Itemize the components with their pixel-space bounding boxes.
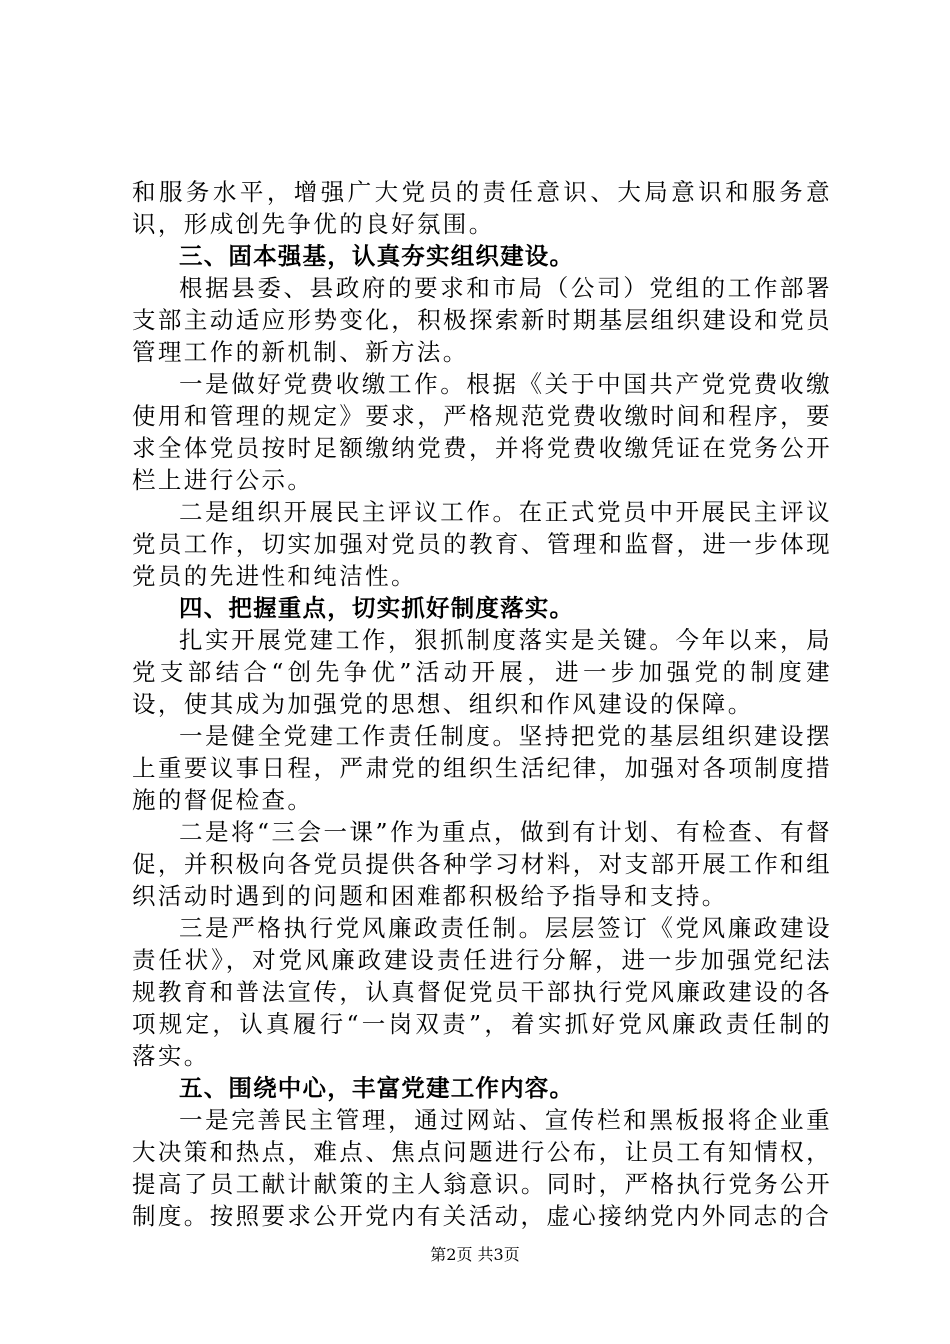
paragraph: 二是将“三会一课”作为重点，做到有计划、有检查、有督促，并积极向各党员提供各种学习材料，对支部开展工作和组织活动时遇到的问题和困难都积极给予指导和支持。 xyxy=(132,818,832,910)
paragraph: 扎实开展党建工作，狠抓制度落实是关键。今年以来，局党支部结合“创先争优”活动开展，进一步加强党的制度建设，使其成为加强党的思想、组织和作风建设的保障。 xyxy=(132,626,832,718)
paragraph: 一是做好党费收缴工作。根据《关于中国共产党党费收缴使用和管理的规定》要求，严格规范党费收缴时间和程序，要求全体党员按时足额缴纳党费，并将党费收缴凭证在党务公开栏上进行公示。 xyxy=(132,370,832,494)
section-heading-5: 五、围绕中心，丰富党建工作内容。 xyxy=(179,1074,575,1102)
paragraph: 一是健全党建工作责任制度。坚持把党的基层组织建设摆上重要议事日程，严肃党的组织生活纪律，加强对各项制度措施的督促检查。 xyxy=(132,722,832,814)
section-heading-3: 三、固本强基，认真夯实组织建设。 xyxy=(179,242,575,270)
paragraph-continuation: 和服务水平，增强广大党员的责任意识、大局意识和服务意识，形成创先争优的良好氛围。 xyxy=(132,178,832,238)
document-body xyxy=(132,176,832,1232)
paragraph: 一是完善民主管理，通过网站、宣传栏和黑板报将企业重大决策和热点，难点、焦点问题进行公布，让员工有知情权，提高了员工献计献策的主人翁意识。同时，严格执行党务公开制度。按照要求公开党内有关活动，虚心接纳党内外同志的合 xyxy=(132,1106,832,1230)
section-heading-4: 四、把握重点，切实抓好制度落实。 xyxy=(179,594,575,622)
paragraph: 二是组织开展民主评议工作。在正式党员中开展民主评议党员工作，切实加强对党员的教育、管理和监督，进一步体现党员的先进性和纯洁性。 xyxy=(132,498,832,590)
page-number-footer: 第2页 共3页 xyxy=(430,1245,520,1264)
paragraph: 三是严格执行党风廉政责任制。层层签订《党风廉政建设责任状》，对党风廉政建设责任进行分解，进一步加强党纪法规教育和普法宣传，认真督促党员干部执行党风廉政建设的各项规定，认真履行“一岗双责”，着实抓好党风廉政责任制的落实。 xyxy=(132,914,832,1070)
paragraph: 根据县委、县政府的要求和市局（公司）党组的工作部署支部主动适应形势变化，积极探索新时期基层组织建设和党员管理工作的新机制、新方法。 xyxy=(132,274,832,366)
